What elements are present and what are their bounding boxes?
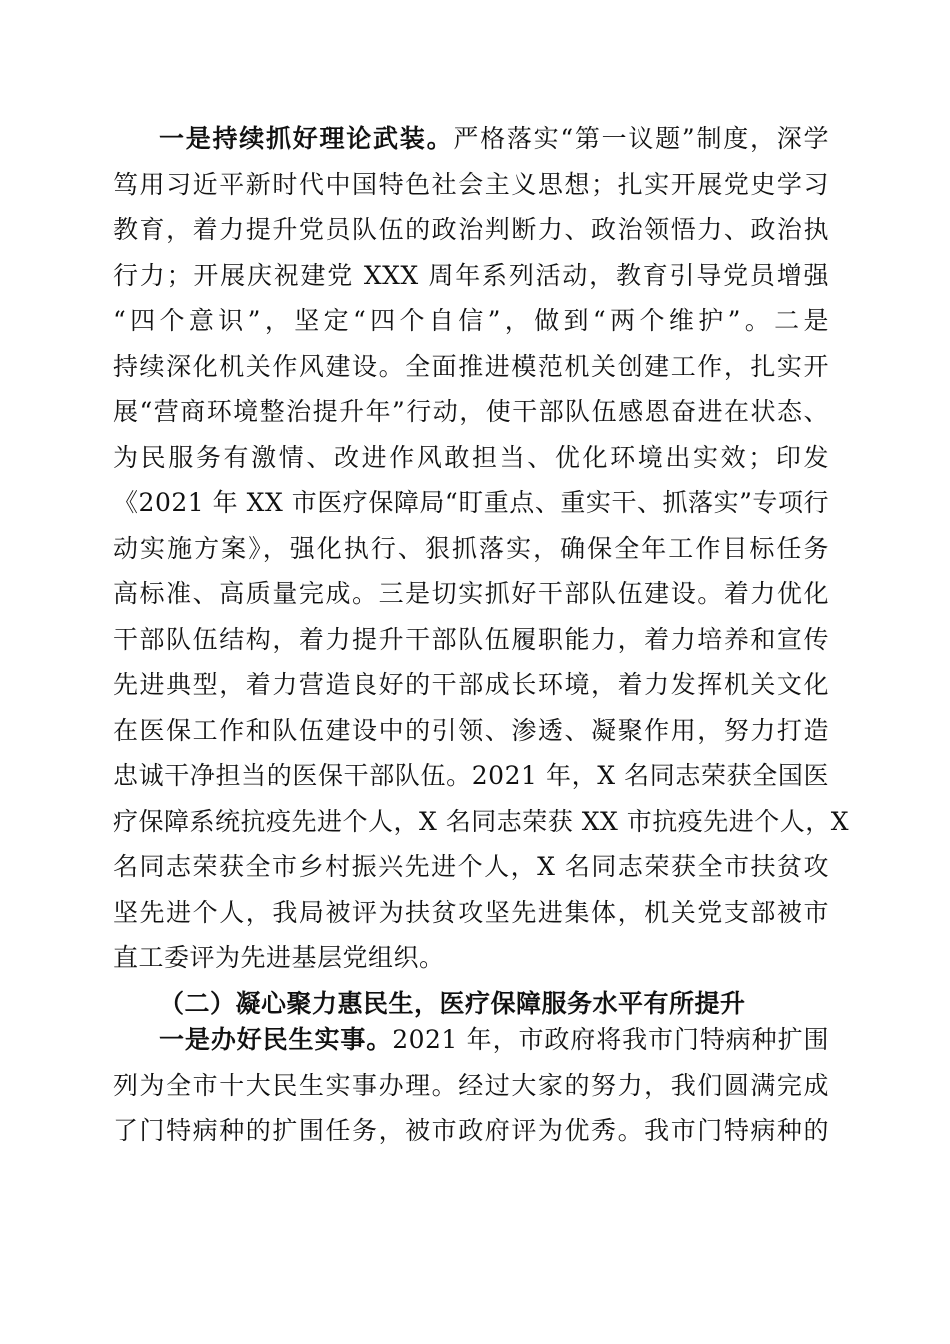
paragraph-line: 《2021 年 XX 市医疗保障局“盯重点、重实干、抓落实”专项行 [113,488,829,517]
line-text: 严格落实“第一议题”制度，深学 [453,124,829,153]
paragraph-line: 高标准、高质量完成。三是切实抓好干部队伍建设。着力优化 [113,579,829,608]
paragraph-line: 名同志荣获全市乡村振兴先进个人，X 名同志荣获全市扶贫攻 [113,852,829,881]
paragraph-line: 坚先进个人，我局被评为扶贫攻坚先进集体，机关党支部被市 [113,897,829,927]
paragraph-line: 列为全市十大民生实事办理。经过大家的努力，我们圆满完成 [113,1070,829,1100]
paragraph-line: 直工委评为先进基层党组织。 [113,943,445,972]
section-heading: （二）凝心聚力惠民生，医疗保障服务水平有所提升 [159,988,746,1018]
paragraph-line: 为民服务有激情、改进作风敢担当、优化环境出实效；印发 [113,442,829,472]
paragraph-line [113,1017,829,1063]
paragraph-line: 持续深化机关作风建设。全面推进模范机关创建工作，扎实开 [113,351,829,381]
paragraph-line: 了门特病种的扩围任务，被市政府评为优秀。我市门特病种的 [113,1116,829,1145]
paragraph-line: 笃用习近平新时代中国特色社会主义思想；扎实开展党史学习 [113,169,829,199]
paragraph-line: 疗保障系统抗疫先进个人，X 名同志荣获 XX 市抗疫先进个人，X [113,806,850,836]
paragraph-line: 忠诚干净担当的医保干部队伍。2021 年，X 名同志荣获全国医 [113,761,829,790]
lead-heading-inline: 一是办好民生实事。 [159,1025,393,1054]
lead-heading-inline: 一是持续抓好理论武装。 [159,124,454,153]
paragraph-party-building [113,116,850,1026]
paragraph-line: 在医保工作和队伍建设中的引领、渗透、凝聚作用，努力打造 [113,715,829,745]
paragraph-line: “四个意识”，坚定“四个自信”，做到“两个维护”。二是 [113,306,829,335]
paragraph-livelihood [113,1017,829,1154]
line-text: 2021 年，市政府将我市门特病种扩围 [392,1025,829,1054]
paragraph-line: 动实施方案》，强化执行、狠抓落实，确保全年工作目标任务 [113,533,829,563]
paragraph-line: 先进典型，着力营造良好的干部成长环境，着力发挥机关文化 [113,670,829,699]
paragraph-line: 展“营商环境整治提升年”行动，使干部队伍感恩奋进在状态、 [113,397,829,426]
paragraph-line [113,116,829,162]
paragraph-line: 行力；开展庆祝建党 XXX 周年系列活动，教育引导党员增强 [113,260,829,290]
paragraph-line: 干部队伍结构，着力提升干部队伍履职能力，着力培养和宣传 [113,624,829,654]
paragraph-line: 教育，着力提升党员队伍的政治判断力、政治领悟力、政治执 [113,215,829,244]
